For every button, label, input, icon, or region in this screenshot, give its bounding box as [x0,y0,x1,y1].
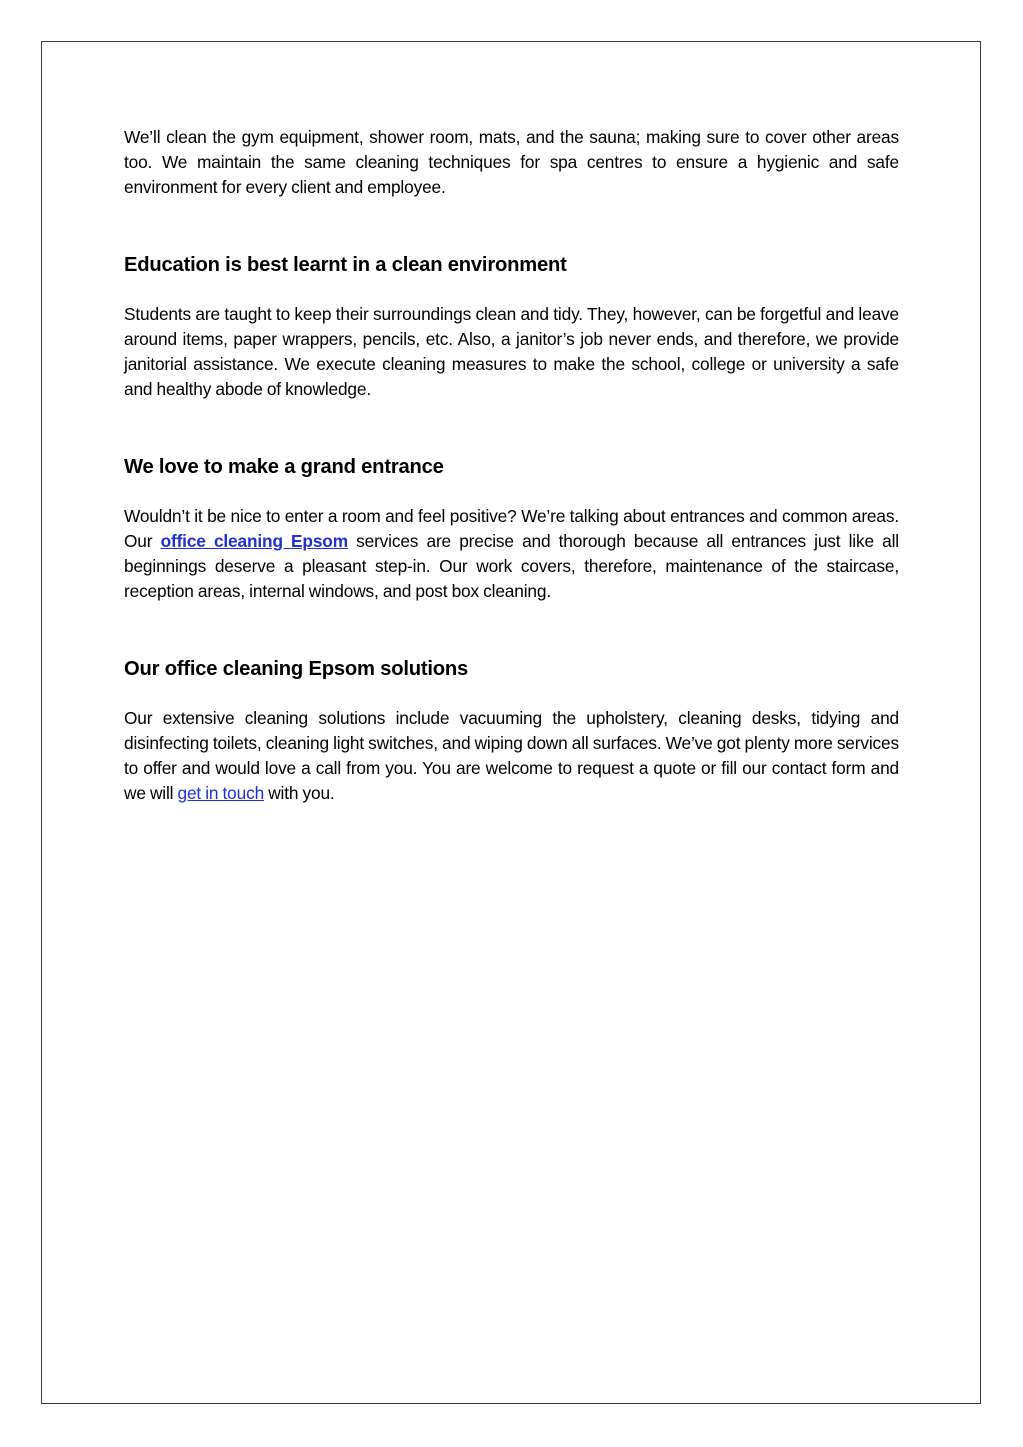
office-cleaning-epsom-link[interactable]: office cleaning Epsom [160,531,348,551]
education-heading: Education is best learnt in a clean environment [124,254,567,276]
solutions-heading: Our office cleaning Epsom solutions [124,658,469,680]
entrance-text-after-link: services are precise and thorough because all entrances just like all beginnings deserve a pleasant step-in. Our work covers, therefore, maintenance of the staircase, reception areas, internal windows, and post box cleaning. [124,531,899,601]
intro-paragraph: We’ll clean the gym equipment, shower room, mats, and the sauna; making sure to cover other areas too. We maintain the same cleaning techniques for spa centres to ensure a hygienic and safe environment for every client and employee. [124,127,899,197]
education-paragraph: Students are taught to keep their surroundings clean and tidy. They, however, can be forgetful and leave around items, paper wrappers, pencils, etc. Also, a janitor’s job never ends, and therefore, we provide janitorial assistance. We execute cleaning measures to make the school, college or university a safe and healthy abode of knowledge. [124,304,899,399]
entrance-paragraph [124,504,899,604]
entrance-text-before-link: Wouldn’t it be nice to enter a room and feel positive? We’re talking about entrances and common areas. Our [124,506,899,551]
solutions-text-after-link: with you. [264,783,335,803]
get-in-touch-link[interactable]: get in touch [177,783,265,803]
entrance-heading: We love to make a grand entrance [124,456,444,478]
document-content [124,125,899,806]
solutions-text-before-link: Our extensive cleaning solutions include vacuuming the upholstery, cleaning desks, tidying and disinfecting toilets, cleaning light switches, and wiping down all surfaces. We’ve got plenty more services to offer and would love a call from you. You are welcome to request a quote or fill our contact form and we will [124,708,899,803]
solutions-paragraph [124,706,899,806]
